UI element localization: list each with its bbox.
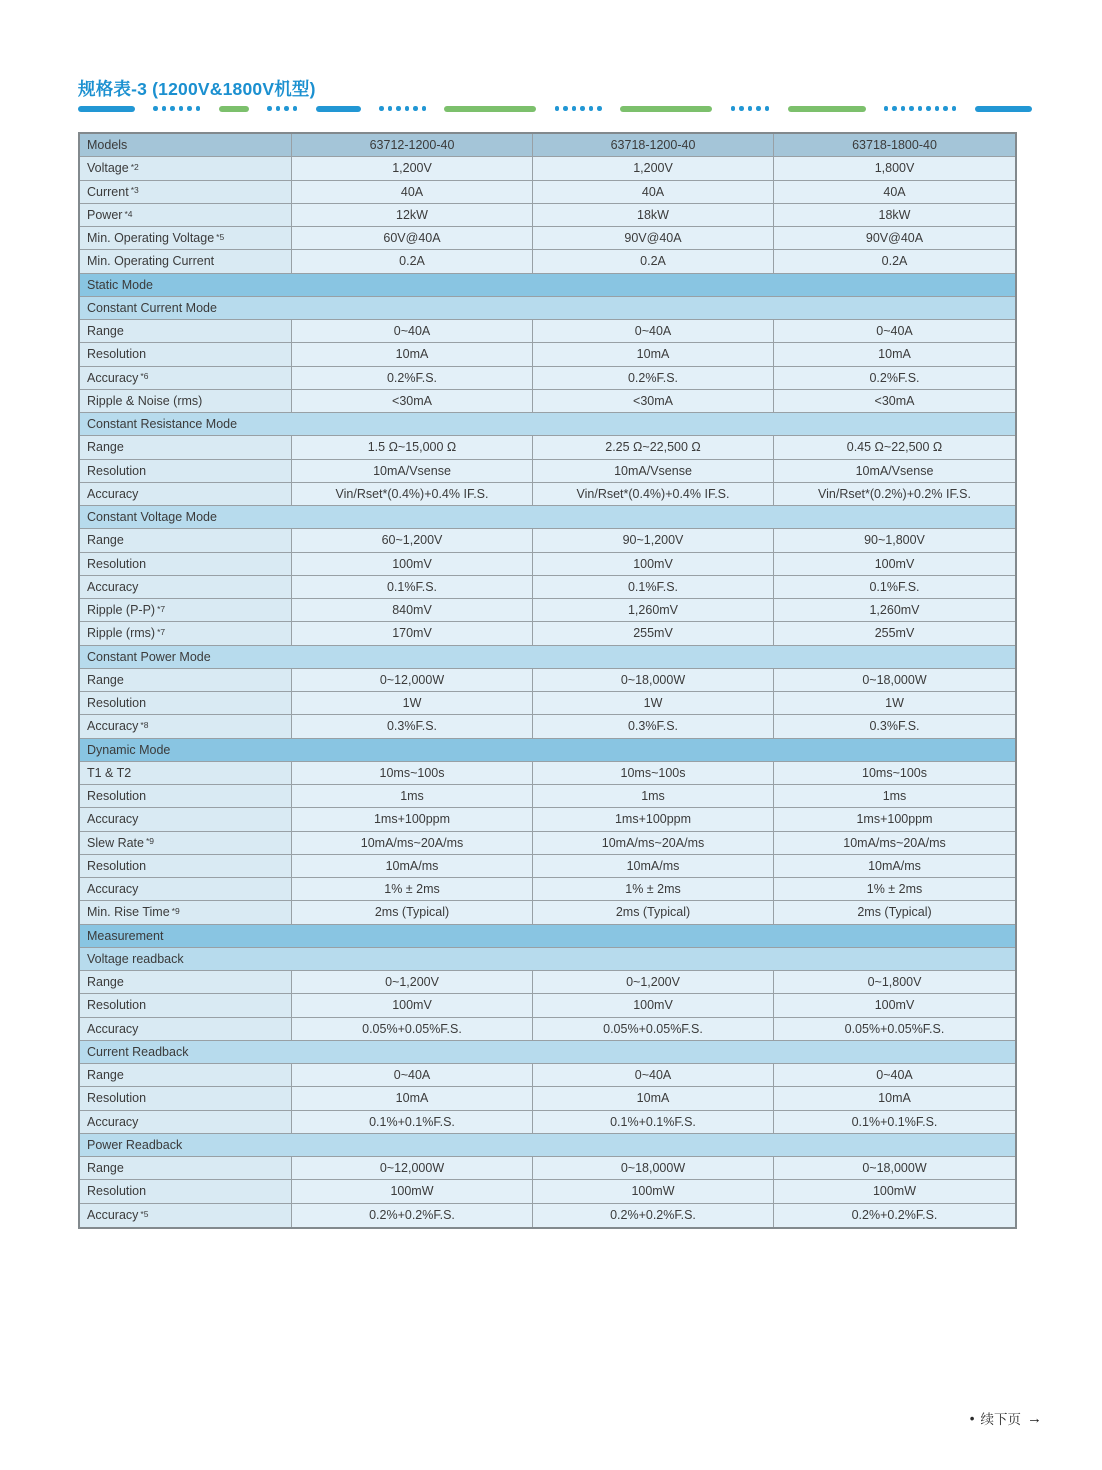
divider-dot [943, 106, 948, 111]
divider-dot-group [884, 106, 957, 111]
spec-value: 1ms+100ppm [774, 808, 1015, 831]
spec-value: 10mA [533, 1087, 774, 1110]
divider-dot [731, 106, 736, 111]
spec-row-label: Range [80, 971, 292, 994]
spec-value: 2ms (Typical) [292, 901, 533, 924]
model-number: 63718-1800-40 [774, 134, 1015, 157]
divider-dash [788, 106, 866, 112]
table-subsection-row: Constant Voltage Mode [80, 506, 1015, 529]
spec-value: 10mA/ms [774, 855, 1015, 878]
spec-row-label: Voltage *2 [80, 157, 292, 180]
models-header-label: Models [80, 134, 292, 157]
model-number: 63718-1200-40 [533, 134, 774, 157]
spec-value: 0.2%+0.2%F.S. [774, 1204, 1015, 1227]
spec-value: 2ms (Typical) [533, 901, 774, 924]
spec-value: 0~18,000W [533, 669, 774, 692]
spec-value: 1% ± 2ms [292, 878, 533, 901]
divider-dot [589, 106, 594, 111]
spec-row-label: Accuracy *6 [80, 367, 292, 390]
divider-dash [975, 106, 1032, 112]
spec-value: 10ms~100s [774, 762, 1015, 785]
table-subsection-row: Constant Resistance Mode [80, 413, 1015, 436]
spec-row-label: Min. Operating Voltage *5 [80, 227, 292, 250]
footnote-marker: *5 [140, 1208, 149, 1219]
spec-value: 10mA [774, 1087, 1015, 1110]
divider-dot [572, 106, 577, 111]
spec-row-label: Accuracy *5 [80, 1204, 292, 1227]
spec-value: 0~40A [774, 1064, 1015, 1087]
table-subsection-row: Voltage readback [80, 948, 1015, 971]
divider-dot [162, 106, 167, 111]
divider-dot [179, 106, 184, 111]
divider-dot-group [153, 106, 200, 111]
spec-value: 100mV [533, 553, 774, 576]
spec-value: 0~40A [292, 320, 533, 343]
divider-dot [422, 106, 427, 111]
table-subsection-row: Constant Power Mode [80, 646, 1015, 669]
spec-value: 0~1,800V [774, 971, 1015, 994]
spec-value: 0.05%+0.05%F.S. [533, 1018, 774, 1041]
spec-value: 0.1%F.S. [774, 576, 1015, 599]
spec-value: 170mV [292, 622, 533, 645]
spec-value: 0.2A [774, 250, 1015, 273]
spec-row-label: Resolution [80, 855, 292, 878]
spec-value: 10ms~100s [292, 762, 533, 785]
spec-value: 255mV [774, 622, 1015, 645]
divider-dot [892, 106, 897, 111]
spec-value: 0.3%F.S. [292, 715, 533, 738]
divider-dot [196, 106, 201, 111]
spec-value: Vin/Rset*(0.4%)+0.4% IF.S. [292, 483, 533, 506]
divider-dot [396, 106, 401, 111]
table-subsection-row: Current Readback [80, 1041, 1015, 1064]
spec-value: 0.1%F.S. [533, 576, 774, 599]
footnote-marker: *7 [157, 603, 166, 614]
spec-value: 10ms~100s [533, 762, 774, 785]
spec-value: 0.2%F.S. [533, 367, 774, 390]
spec-value: 2ms (Typical) [774, 901, 1015, 924]
spec-value: 1W [774, 692, 1015, 715]
spec-row-label: Resolution [80, 692, 292, 715]
spec-value: 10mA/ms~20A/ms [774, 832, 1015, 855]
page-title: 规格表-3 (1200V&1800V机型) [78, 79, 316, 99]
footnote-marker: *4 [124, 208, 133, 219]
spec-value: 10mA [533, 343, 774, 366]
divider-dot [405, 106, 410, 111]
spec-value: 2.25 Ω~22,500 Ω [533, 436, 774, 459]
divider-dot [284, 106, 289, 111]
spec-value: 90~1,200V [533, 529, 774, 552]
spec-value: 0.2A [292, 250, 533, 273]
spec-row-label: Accuracy [80, 1111, 292, 1134]
spec-value: 40A [774, 181, 1015, 204]
spec-row-label: Accuracy [80, 483, 292, 506]
spec-row-label: Ripple (rms) *7 [80, 622, 292, 645]
spec-value: 840mV [292, 599, 533, 622]
divider-dot [597, 106, 602, 111]
spec-row-label: Slew Rate *9 [80, 832, 292, 855]
spec-value: 100mV [292, 994, 533, 1017]
footnote-marker: *7 [157, 627, 166, 638]
spec-value: 100mV [774, 553, 1015, 576]
divider-dot [413, 106, 418, 111]
spec-row-label: Range [80, 529, 292, 552]
spec-row-label: T1 & T2 [80, 762, 292, 785]
spec-value: 1,260mV [533, 599, 774, 622]
spec-row-label: Accuracy [80, 808, 292, 831]
page-footer [970, 1408, 1042, 1428]
divider-dot [901, 106, 906, 111]
spec-row-label: Range [80, 320, 292, 343]
spec-value: 1% ± 2ms [774, 878, 1015, 901]
divider-dot [379, 106, 384, 111]
spec-value: 0~1,200V [292, 971, 533, 994]
spec-value: 10mA [292, 343, 533, 366]
footnote-marker: *2 [130, 162, 139, 173]
spec-row-label: Resolution [80, 1087, 292, 1110]
spec-value: 90~1,800V [774, 529, 1015, 552]
spec-value: 0.1%+0.1%F.S. [774, 1111, 1015, 1134]
title-divider-decoration [78, 105, 1032, 112]
bullet-icon: • [969, 1410, 975, 1426]
divider-dot [276, 106, 281, 111]
spec-value: 0~40A [774, 320, 1015, 343]
spec-value: 1ms+100ppm [533, 808, 774, 831]
spec-value: 12kW [292, 204, 533, 227]
spec-row-label: Ripple (P-P) *7 [80, 599, 292, 622]
spec-row-label: Range [80, 669, 292, 692]
spec-value: 1ms [533, 785, 774, 808]
spec-value: 0.2%F.S. [292, 367, 533, 390]
spec-row-label: Power *4 [80, 204, 292, 227]
footer-continued-text: 续下页 [980, 1412, 1021, 1427]
spec-value: 90V@40A [533, 227, 774, 250]
divider-dot-group [731, 106, 770, 111]
divider-dot [935, 106, 940, 111]
divider-dash [78, 106, 135, 112]
spec-value: 0.2%+0.2%F.S. [533, 1204, 774, 1227]
spec-value: <30mA [774, 390, 1015, 413]
spec-row-label: Accuracy [80, 1018, 292, 1041]
divider-dot [739, 106, 744, 111]
divider-dot [388, 106, 393, 111]
footnote-marker: *5 [216, 231, 225, 242]
divider-dot [267, 106, 272, 111]
spec-value: 0.45 Ω~22,500 Ω [774, 436, 1015, 459]
divider-dash [316, 106, 361, 112]
divider-dot-group [555, 106, 602, 111]
spec-value: 60V@40A [292, 227, 533, 250]
spec-value: 10mA [774, 343, 1015, 366]
spec-value: 10mA/ms~20A/ms [533, 832, 774, 855]
table-subsection-row: Power Readback [80, 1134, 1015, 1157]
spec-value: 0~1,200V [533, 971, 774, 994]
spec-value: 18kW [533, 204, 774, 227]
spec-value: 10mA/ms~20A/ms [292, 832, 533, 855]
spec-value: 10mA [292, 1087, 533, 1110]
divider-dot [563, 106, 568, 111]
table-section-row: Dynamic Mode [80, 739, 1015, 762]
spec-row-label: Resolution [80, 994, 292, 1017]
spec-value: 10mA/Vsense [533, 460, 774, 483]
spec-value: 1ms [774, 785, 1015, 808]
spec-row-label: Ripple & Noise (rms) [80, 390, 292, 413]
spec-row-label: Resolution [80, 343, 292, 366]
spec-value: 0~18,000W [533, 1157, 774, 1180]
divider-dot [765, 106, 770, 111]
spec-value: 0~12,000W [292, 669, 533, 692]
spec-row-label: Range [80, 1157, 292, 1180]
table-section-row: Measurement [80, 925, 1015, 948]
spec-row-label: Resolution [80, 460, 292, 483]
spec-value: Vin/Rset*(0.2%)+0.2% IF.S. [774, 483, 1015, 506]
footnote-marker: *3 [130, 185, 139, 196]
spec-row-label: Accuracy [80, 878, 292, 901]
divider-dot [580, 106, 585, 111]
spec-row-label: Accuracy [80, 576, 292, 599]
spec-value: 60~1,200V [292, 529, 533, 552]
model-number: 63712-1200-40 [292, 134, 533, 157]
divider-dash [620, 106, 712, 112]
spec-value: 255mV [533, 622, 774, 645]
spec-value: 0~18,000W [774, 1157, 1015, 1180]
divider-dot [153, 106, 158, 111]
spec-value: 100mV [292, 553, 533, 576]
spec-value: 10mA/Vsense [292, 460, 533, 483]
spec-value: 0.2A [533, 250, 774, 273]
spec-value: 1,200V [533, 157, 774, 180]
spec-value: 40A [533, 181, 774, 204]
table-subsection-row: Constant Current Mode [80, 297, 1015, 320]
spec-value: 0~40A [292, 1064, 533, 1087]
spec-value: 40A [292, 181, 533, 204]
divider-dash [219, 106, 249, 112]
spec-value: 10mA/ms [292, 855, 533, 878]
footnote-marker: *6 [140, 371, 149, 382]
spec-value: <30mA [533, 390, 774, 413]
spec-value: 1ms [292, 785, 533, 808]
spec-value: 90V@40A [774, 227, 1015, 250]
spec-value: 0~12,000W [292, 1157, 533, 1180]
divider-dash [444, 106, 536, 112]
spec-table [78, 132, 1017, 1229]
table-section-row: Static Mode [80, 274, 1015, 297]
spec-row-label: Range [80, 436, 292, 459]
spec-value: 1.5 Ω~15,000 Ω [292, 436, 533, 459]
divider-dot [909, 106, 914, 111]
spec-value: 0.3%F.S. [533, 715, 774, 738]
spec-value: 0.05%+0.05%F.S. [292, 1018, 533, 1041]
spec-value: 10mA/Vsense [774, 460, 1015, 483]
footnote-marker: *8 [140, 720, 149, 731]
divider-dot [884, 106, 889, 111]
spec-value: 1,260mV [774, 599, 1015, 622]
spec-value: 0.05%+0.05%F.S. [774, 1018, 1015, 1041]
spec-value: 0.1%F.S. [292, 576, 533, 599]
divider-dot [756, 106, 761, 111]
spec-value: 0~40A [533, 1064, 774, 1087]
divider-dot-group [379, 106, 426, 111]
spec-value: 0.1%+0.1%F.S. [292, 1111, 533, 1134]
spec-value: 0.1%+0.1%F.S. [533, 1111, 774, 1134]
spec-value: 100mV [533, 994, 774, 1017]
spec-row-label: Accuracy *8 [80, 715, 292, 738]
spec-value: 0.2%F.S. [774, 367, 1015, 390]
spec-value: 1W [533, 692, 774, 715]
spec-value: 1% ± 2ms [533, 878, 774, 901]
spec-row-label: Min. Operating Current [80, 250, 292, 273]
footnote-marker: *9 [145, 836, 155, 847]
spec-row-label: Range [80, 1064, 292, 1087]
divider-dot [555, 106, 560, 111]
spec-value: Vin/Rset*(0.4%)+0.4% IF.S. [533, 483, 774, 506]
spec-row-label: Current *3 [80, 181, 292, 204]
spec-value: 1W [292, 692, 533, 715]
divider-dot [748, 106, 753, 111]
spec-value: 100mW [533, 1180, 774, 1203]
divider-dot-group [267, 106, 297, 111]
spec-value: 100mW [292, 1180, 533, 1203]
spec-row-label: Resolution [80, 785, 292, 808]
divider-dot [926, 106, 931, 111]
spec-value: 100mV [774, 994, 1015, 1017]
divider-dot [918, 106, 923, 111]
spec-row-label: Min. Rise Time *9 [80, 901, 292, 924]
spec-row-label: Resolution [80, 1180, 292, 1203]
spec-value: 1,200V [292, 157, 533, 180]
spec-value: 0~18,000W [774, 669, 1015, 692]
arrow-right-icon: → [1027, 1409, 1042, 1427]
divider-dot [952, 106, 957, 111]
spec-value: 10mA/ms [533, 855, 774, 878]
spec-row-label: Resolution [80, 553, 292, 576]
spec-value: 0.2%+0.2%F.S. [292, 1204, 533, 1227]
spec-value: 1ms+100ppm [292, 808, 533, 831]
spec-value: <30mA [292, 390, 533, 413]
spec-value: 100mW [774, 1180, 1015, 1203]
divider-dot [293, 106, 298, 111]
divider-dot [187, 106, 192, 111]
spec-value: 1,800V [774, 157, 1015, 180]
spec-value: 18kW [774, 204, 1015, 227]
spec-value: 0~40A [533, 320, 774, 343]
divider-dot [170, 106, 175, 111]
spec-value: 0.3%F.S. [774, 715, 1015, 738]
footnote-marker: *9 [171, 906, 180, 917]
